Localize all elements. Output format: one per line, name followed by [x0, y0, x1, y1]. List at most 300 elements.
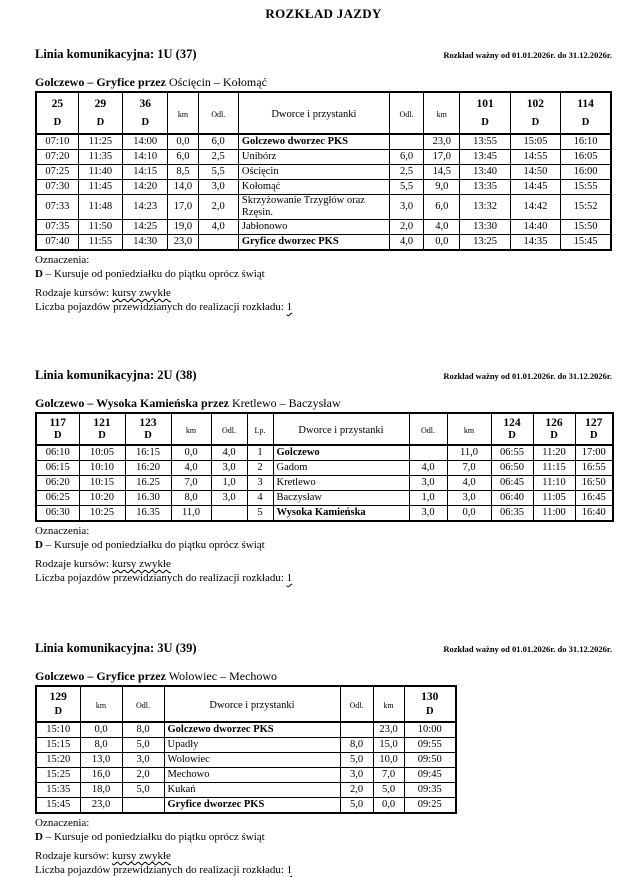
rodzaje-value: kursy zwykłe	[111, 558, 171, 570]
rodzaje-note	[35, 557, 612, 571]
timetable-row	[36, 195, 611, 220]
rodzaje-note	[35, 849, 612, 863]
timetable-cell: 14:23	[123, 195, 168, 220]
timetable-row	[36, 476, 613, 491]
timetable-cell: 11,0	[171, 506, 211, 522]
liczba-value: 1	[286, 864, 293, 876]
timetable-cell: 4,0	[447, 476, 491, 491]
timetable-cell: 14:50	[510, 165, 560, 180]
line-label: Linia komunikacyjna: 1U (37)	[35, 47, 197, 61]
timetable-row	[36, 738, 456, 753]
column-header-label: Odl.	[211, 110, 226, 119]
timetable-cell: 5,0	[340, 753, 373, 768]
timetable-cell: 15:20	[36, 753, 80, 768]
timetable-cell: 4,0	[424, 220, 460, 235]
timetable-cell: 06:25	[36, 491, 79, 506]
timetable-row	[36, 753, 456, 768]
timetable-row	[36, 722, 456, 738]
timetable-cell: 23,0	[424, 134, 460, 150]
course-number: 101	[476, 97, 494, 110]
timetable-cell: 3	[247, 476, 273, 491]
route-title-bold: Golczewo – Gryfice przez	[35, 669, 166, 683]
station-cell: Golczewo	[273, 445, 409, 461]
line-label: Linia komunikacyjna: 2U (38)	[35, 368, 197, 382]
rodzaje-label: Rodzaje kursów:	[35, 850, 110, 862]
course-day-symbol: D	[589, 429, 598, 441]
timetable-row	[36, 165, 611, 180]
timetable-cell: 14,5	[424, 165, 460, 180]
timetable-row	[36, 150, 611, 165]
column-header	[164, 686, 340, 722]
timetable-cell: 07:30	[36, 180, 78, 195]
timetable-cell: 07:40	[36, 235, 78, 251]
timetable-cell: 4,0	[198, 220, 238, 235]
course-number: 121	[93, 416, 111, 429]
column-header	[78, 92, 122, 134]
timetable-cell: 2,0	[340, 783, 373, 798]
timetable-cell: 3,0	[447, 491, 491, 506]
timetable-cell: 18,0	[80, 783, 122, 798]
timetable-cell: 16:40	[575, 506, 613, 522]
timetable-cell: 11:10	[533, 476, 575, 491]
section-header	[35, 368, 612, 384]
timetable-cell: 10:25	[79, 506, 125, 522]
column-header-label: Odl.	[136, 701, 150, 710]
timetable-cell: 16:20	[125, 461, 171, 476]
liczba-value: 1	[286, 301, 293, 313]
course-number: 130	[421, 690, 439, 703]
column-header-label: Dworce i przystanki	[209, 700, 295, 711]
timetable-cell: 07:35	[36, 220, 78, 235]
timetable-cell: 16:45	[575, 491, 613, 506]
course-day-symbol: D	[141, 116, 150, 128]
timetable-cell: 15:10	[36, 722, 80, 738]
timetable-cell: 10:00	[404, 722, 456, 738]
timetable-cell: 06:55	[491, 445, 533, 461]
oznaczenia-label: Oznaczenia:	[35, 254, 90, 266]
validity-text: Rozkład ważny od 01.01.2026r. do 31.12.2026r.	[443, 371, 612, 381]
station-cell: Kukań	[164, 783, 340, 798]
timetable-cell: 7,0	[171, 476, 211, 491]
column-header	[409, 413, 447, 445]
timetable-container	[35, 685, 612, 814]
timetable-cell: 0,0	[80, 722, 122, 738]
d-note	[35, 267, 612, 281]
route-title-rest: Kretlewo – Baczysław	[228, 396, 341, 410]
timetable-cell: 1,0	[409, 491, 447, 506]
column-header-label: km	[383, 701, 394, 710]
timetable-cell: 07:10	[36, 134, 78, 150]
timetable-cell: 14:35	[510, 235, 560, 251]
timetable-cell: 13:25	[460, 235, 510, 251]
timetable-cell: 06:20	[36, 476, 79, 491]
course-day-symbol: D	[481, 116, 489, 128]
timetable-cell: 13:30	[460, 220, 510, 235]
timetable-cell: 2,0	[198, 195, 238, 220]
notes	[35, 816, 612, 877]
timetable-cell: 16:05	[561, 150, 611, 165]
timetable-cell: 15:25	[36, 768, 80, 783]
timetable-cell: 5,5	[198, 165, 238, 180]
timetable-row	[36, 134, 611, 150]
column-header	[373, 686, 404, 722]
column-header	[533, 413, 575, 445]
timetable-cell: 07:20	[36, 150, 78, 165]
timetable-cell: 15:52	[561, 195, 611, 220]
timetable-row	[36, 235, 611, 251]
timetable-cell: 10:20	[79, 491, 125, 506]
column-header	[404, 686, 456, 722]
course-number: 29	[94, 97, 107, 110]
d-note-symbol: D	[35, 539, 43, 551]
timetable-cell: 2,5	[198, 150, 238, 165]
timetable-cell: 15,0	[373, 738, 404, 753]
timetable-cell: 06:35	[491, 506, 533, 522]
timetable-cell: 17:00	[575, 445, 613, 461]
timetable-row	[36, 180, 611, 195]
column-header	[125, 413, 171, 445]
timetable-cell: 13:35	[460, 180, 510, 195]
column-header	[447, 413, 491, 445]
timetable-cell: 10,0	[373, 753, 404, 768]
timetable-cell: 11:00	[533, 506, 575, 522]
station-cell: Ościęcin	[238, 165, 389, 180]
timetable-cell: 16:15	[125, 445, 171, 461]
d-note	[35, 830, 612, 844]
course-day-symbol: D	[98, 429, 106, 441]
timetable-cell: 2,0	[122, 768, 164, 783]
timetable-cell: 0,0	[424, 235, 460, 251]
timetable-cell: 09:35	[404, 783, 456, 798]
liczba-label: Liczba pojazdów przewidzianych do realizacji rozkładu:	[35, 864, 284, 876]
column-header	[198, 92, 238, 134]
timetable-cell	[389, 134, 423, 150]
timetable-cell: 14:15	[123, 165, 168, 180]
route-title-rest: Wolowiec – Mechowo	[165, 669, 278, 683]
timetable-cell: 14:45	[510, 180, 560, 195]
timetable-cell: 14,0	[168, 180, 198, 195]
course-number: 117	[49, 416, 67, 429]
timetable-cell: 16:10	[561, 134, 611, 150]
timetable-cell: 3,0	[340, 768, 373, 783]
timetable-cell	[122, 798, 164, 814]
column-header	[424, 92, 460, 134]
timetable	[35, 412, 614, 522]
column-header	[273, 413, 409, 445]
sections-container	[35, 47, 612, 877]
course-number: 123	[139, 416, 157, 429]
timetable-cell: 14:00	[123, 134, 168, 150]
column-header-label: km	[177, 110, 189, 119]
timetable-cell: 4,0	[389, 235, 423, 251]
timetable-cell: 2,0	[389, 220, 423, 235]
course-day-symbol: D	[508, 429, 516, 441]
timetable-cell: 07:33	[36, 195, 78, 220]
timetable-cell: 06:40	[491, 491, 533, 506]
route-title	[35, 396, 612, 411]
d-note-symbol: D	[35, 831, 43, 843]
timetable-cell: 11:15	[533, 461, 575, 476]
timetable-section	[35, 368, 612, 585]
column-header-label: Odl.	[222, 426, 236, 435]
timetable-cell: 11:45	[78, 180, 122, 195]
timetable-cell: 6,0	[389, 150, 423, 165]
liczba-label: Liczba pojazdów przewidzianych do realizacji rozkładu:	[35, 572, 284, 584]
column-header	[122, 686, 164, 722]
column-header	[510, 92, 560, 134]
d-note-symbol: D	[35, 268, 43, 280]
timetable-section	[35, 47, 612, 314]
timetable-cell: 09:55	[404, 738, 456, 753]
course-day-symbol: D	[53, 116, 62, 128]
validity-text: Rozkład ważny od 01.01.2026r. do 31.12.2026r.	[443, 50, 612, 60]
timetable-cell: 06:10	[36, 445, 79, 461]
course-day-symbol: D	[53, 429, 62, 441]
column-header-label: Dworce i przystanki	[271, 109, 357, 120]
column-header-label: Odl.	[349, 701, 364, 710]
timetable-row	[36, 798, 456, 814]
timetable-cell: 14:20	[123, 180, 168, 195]
timetable-cell: 7,0	[447, 461, 491, 476]
liczba-note	[35, 300, 612, 314]
timetable-cell: 6,0	[424, 195, 460, 220]
course-day-symbol: D	[581, 116, 590, 128]
timetable-cell: 13:32	[460, 195, 510, 220]
timetable-cell: 16:00	[561, 165, 611, 180]
route-title-bold: Golczewo – Gryfice przez	[35, 75, 166, 89]
station-cell: Golczewo dworzec PKS	[238, 134, 389, 150]
timetable-cell: 4	[247, 491, 273, 506]
column-header	[460, 92, 510, 134]
timetable-cell	[340, 722, 373, 738]
timetable-cell: 06:45	[491, 476, 533, 491]
station-cell: Gadom	[273, 461, 409, 476]
course-day-symbol: D	[54, 705, 63, 717]
course-number: 102	[526, 97, 545, 110]
timetable-cell: 13,0	[80, 753, 122, 768]
liczba-label: Liczba pojazdów przewidzianych do realizacji rozkładu:	[35, 301, 284, 313]
timetable-cell: 6,0	[168, 150, 198, 165]
rodzaje-value: kursy zwykłe	[111, 850, 171, 862]
timetable-cell: 19,0	[168, 220, 198, 235]
column-header	[79, 413, 125, 445]
timetable-cell: 0,0	[171, 445, 211, 461]
column-header	[247, 413, 273, 445]
timetable-cell: 3,0	[211, 461, 247, 476]
timetable	[35, 685, 457, 814]
column-header	[491, 413, 533, 445]
d-note-text: – Kursuje od poniedziałku do piątku oprócz świąt	[42, 539, 265, 551]
station-cell: Unibórz	[238, 150, 389, 165]
timetable-cell: 4,0	[211, 445, 247, 461]
timetable-cell: 14:40	[510, 220, 560, 235]
station-cell: Mechowo	[164, 768, 340, 783]
timetable-cell: 5,0	[373, 783, 404, 798]
station-cell: Wolowiec	[164, 753, 340, 768]
timetable-cell: 06:30	[36, 506, 79, 522]
course-number: 36	[139, 97, 151, 110]
route-title-rest: Ościęcin – Kołomąć	[165, 75, 267, 89]
column-header-label: km	[463, 426, 475, 435]
route-title-bold: Golczewo – Wysoka Kamieńska przez	[35, 396, 229, 410]
station-cell: Jabłonowo	[238, 220, 389, 235]
timetable-cell: 13:55	[460, 134, 510, 150]
timetable-cell: 10:10	[79, 461, 125, 476]
section-header	[35, 47, 612, 63]
timetable-cell: 5,5	[389, 180, 423, 195]
timetable-cell: 15:55	[561, 180, 611, 195]
timetable-cell: 10:05	[79, 445, 125, 461]
timetable-cell: 16:55	[575, 461, 613, 476]
liczba-note	[35, 863, 612, 877]
timetable-container	[35, 91, 612, 251]
column-header-label: km	[436, 110, 447, 119]
column-header-label: Odl.	[399, 110, 414, 119]
course-day-symbol: D	[425, 705, 434, 717]
timetable-row	[36, 506, 613, 522]
notes	[35, 253, 612, 314]
timetable-cell: 11:48	[78, 195, 122, 220]
column-header-label: Odl.	[421, 426, 435, 435]
station-cell: Gryfice dworzec PKS	[238, 235, 389, 251]
station-cell: Baczysław	[273, 491, 409, 506]
timetable-cell	[198, 235, 238, 251]
station-cell: Wysoka Kamieńska	[273, 506, 409, 522]
column-header	[36, 413, 79, 445]
timetable-cell: 6,0	[198, 134, 238, 150]
timetable-cell: 11:40	[78, 165, 122, 180]
timetable-cell: 16.25	[125, 476, 171, 491]
rodzaje-value: kursy zwykłe	[111, 287, 171, 299]
timetable-cell: 3,0	[122, 753, 164, 768]
timetable-cell: 11:35	[78, 150, 122, 165]
validity-text: Rozkład ważny od 01.01.2026r. do 31.12.2026r.	[443, 644, 612, 654]
timetable-cell: 1,0	[211, 476, 247, 491]
timetable-cell: 3,0	[389, 195, 423, 220]
timetable-cell: 10:15	[79, 476, 125, 491]
rodzaje-label: Rodzaje kursów:	[35, 558, 110, 570]
timetable-cell: 09:50	[404, 753, 456, 768]
timetable-cell: 15:35	[36, 783, 80, 798]
timetable-cell: 15:15	[36, 738, 80, 753]
timetable-cell: 16,0	[80, 768, 122, 783]
timetable-cell: 23,0	[168, 235, 198, 251]
column-header	[80, 686, 122, 722]
timetable-cell: 16.30	[125, 491, 171, 506]
timetable-cell: 5	[247, 506, 273, 522]
column-header	[123, 92, 168, 134]
timetable-cell: 5,0	[122, 783, 164, 798]
timetable-cell: 23,0	[373, 722, 404, 738]
timetable-cell: 07:25	[36, 165, 78, 180]
timetable-cell: 5,0	[340, 798, 373, 814]
timetable-cell: 7,0	[373, 768, 404, 783]
timetable-cell: 0,0	[447, 506, 491, 522]
timetable-cell: 13:45	[460, 150, 510, 165]
timetable-cell: 11:20	[533, 445, 575, 461]
timetable-cell: 4,0	[409, 461, 447, 476]
timetable-cell: 16:50	[575, 476, 613, 491]
column-header	[211, 413, 247, 445]
timetable-cell: 15:45	[36, 798, 80, 814]
timetable-cell: 11:05	[533, 491, 575, 506]
timetable	[35, 91, 612, 251]
timetable-section	[35, 641, 612, 877]
timetable-cell: 8,0	[340, 738, 373, 753]
oznaczenia-label: Oznaczenia:	[35, 525, 90, 537]
column-header-label: km	[95, 701, 107, 710]
timetable-cell: 0,0	[168, 134, 198, 150]
timetable-cell: 09:45	[404, 768, 456, 783]
timetable-cell: 8,0	[80, 738, 122, 753]
course-number: 114	[577, 97, 594, 110]
timetable-cell: 11:50	[78, 220, 122, 235]
column-header	[36, 686, 80, 722]
timetable-container	[35, 412, 612, 522]
timetable-cell: 15:05	[510, 134, 560, 150]
line-label: Linia komunikacyjna: 3U (39)	[35, 641, 197, 655]
column-header	[340, 686, 373, 722]
station-cell: Kretlewo	[273, 476, 409, 491]
liczba-value: 1	[286, 572, 293, 584]
timetable-cell: 09:25	[404, 798, 456, 814]
timetable-row	[36, 491, 613, 506]
timetable-row	[36, 783, 456, 798]
column-header	[561, 92, 611, 134]
timetable-cell: 14:30	[123, 235, 168, 251]
column-header	[238, 92, 389, 134]
timetable-cell: 11:25	[78, 134, 122, 150]
timetable-cell	[211, 506, 247, 522]
timetable-cell: 14:10	[123, 150, 168, 165]
timetable-cell: 17,0	[168, 195, 198, 220]
timetable-cell: 8,0	[122, 722, 164, 738]
page-title: ROZKŁAD JAZDY	[265, 6, 382, 21]
d-note-text: – Kursuje od poniedziałku do piątku oprócz świąt	[42, 268, 265, 280]
rodzaje-label: Rodzaje kursów:	[35, 287, 110, 299]
timetable-cell: 06:15	[36, 461, 79, 476]
timetable-cell: 3,0	[409, 506, 447, 522]
timetable-cell: 15:50	[561, 220, 611, 235]
timetable-cell: 3,0	[211, 491, 247, 506]
timetable-cell: 8,0	[171, 491, 211, 506]
timetable-cell: 4,0	[171, 461, 211, 476]
station-cell: Upadły	[164, 738, 340, 753]
timetable-cell	[409, 445, 447, 461]
column-header	[168, 92, 198, 134]
station-cell: Golczewo dworzec PKS	[164, 722, 340, 738]
d-note-text: – Kursuje od poniedziałku do piątku oprócz świąt	[42, 831, 265, 843]
rodzaje-note	[35, 286, 612, 300]
timetable-cell: 06:50	[491, 461, 533, 476]
route-title	[35, 669, 612, 684]
timetable-cell: 1	[247, 445, 273, 461]
column-header	[389, 92, 423, 134]
timetable-row	[36, 461, 613, 476]
timetable-cell: 15:45	[561, 235, 611, 251]
course-day-symbol: D	[531, 116, 540, 128]
timetable-cell: 17,0	[424, 150, 460, 165]
column-header	[575, 413, 613, 445]
oznaczenia-label: Oznaczenia:	[35, 817, 90, 829]
course-number: 124	[503, 416, 521, 429]
section-header	[35, 641, 612, 657]
timetable-cell: 3,0	[198, 180, 238, 195]
timetable-cell: 14:55	[510, 150, 560, 165]
timetable-row	[36, 445, 613, 461]
course-number: 126	[545, 416, 563, 429]
timetable-cell: 13:40	[460, 165, 510, 180]
